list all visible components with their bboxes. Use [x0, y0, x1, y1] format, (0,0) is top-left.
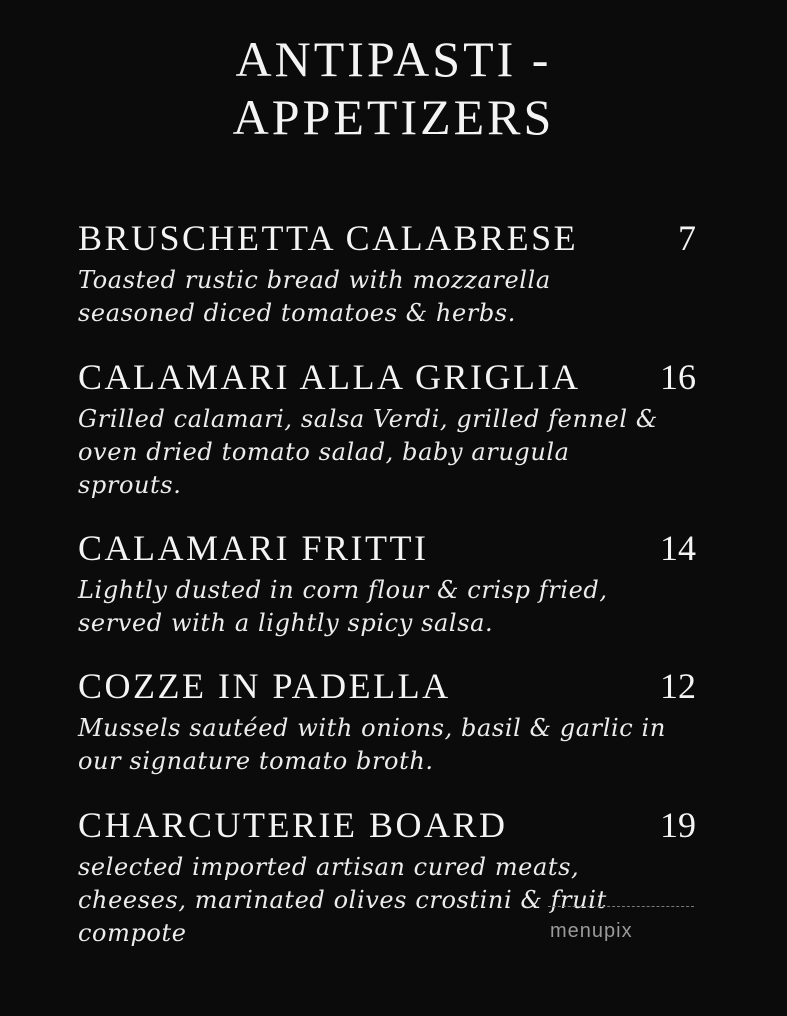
menu-item-bruschetta: [78, 216, 708, 330]
menu-item-calamari-fritti: [78, 526, 708, 640]
item-price: 19: [660, 805, 696, 845]
item-description-line: sprouts.: [78, 471, 182, 499]
item-description-line: our signature tomato broth.: [78, 747, 434, 775]
item-name: CHARCUTERIE BOARD: [78, 805, 508, 845]
watermark-divider: [548, 906, 694, 907]
item-description-line: Mussels sautéed with onions, basil & garlic in: [78, 714, 666, 742]
item-description: [78, 403, 708, 502]
item-description-line: oven dried tomato salad, baby arugula: [78, 438, 570, 466]
menu-item-cozze: [78, 664, 708, 778]
item-price: 16: [660, 357, 696, 397]
item-name: BRUSCHETTA CALABRESE: [78, 218, 579, 258]
item-price: 14: [660, 528, 696, 568]
item-description-line: seasoned diced tomatoes & herbs.: [78, 299, 516, 327]
item-description-line: compote: [78, 919, 187, 947]
item-price: 12: [660, 666, 696, 706]
item-description-line: selected imported artisan cured meats,: [78, 853, 580, 881]
item-description-line: cheeses, marinated olives crostini & fruit: [78, 886, 607, 914]
item-name: CALAMARI FRITTI: [78, 528, 429, 568]
watermark-logo: menupix: [550, 920, 633, 942]
item-price: 7: [678, 218, 696, 258]
item-name: CALAMARI ALLA GRIGLIA: [78, 357, 581, 397]
item-name: COZZE IN PADELLA: [78, 666, 451, 706]
title-line-1: ANTIPASTI -: [235, 31, 552, 87]
item-description-line: Toasted rustic bread with mozzarella: [78, 266, 551, 294]
page-title: [0, 30, 787, 146]
item-description-line: Grilled calamari, salsa Verdi, grilled fennel &: [78, 405, 658, 433]
item-description-line: served with a lightly spicy salsa.: [78, 609, 494, 637]
title-line-2: APPETIZERS: [232, 89, 555, 145]
item-description: [78, 712, 708, 778]
item-description: [78, 264, 708, 330]
item-description-line: Lightly dusted in corn flour & crisp fried,: [78, 576, 608, 604]
menu-item-calamari-griglia: [78, 355, 708, 502]
item-description: [78, 574, 708, 640]
